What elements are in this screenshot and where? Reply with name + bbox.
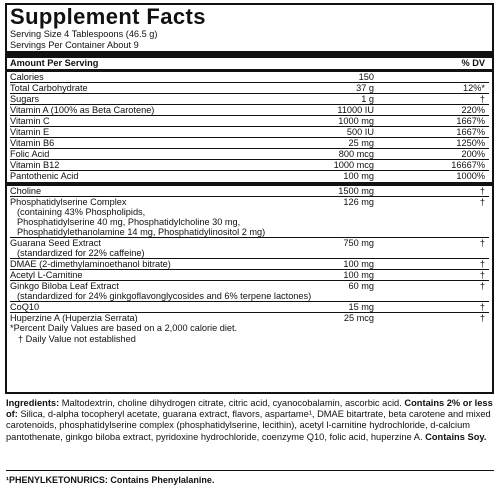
nutrient-amount: 1 g [361, 94, 374, 104]
nutrient-dv: 200% [461, 149, 485, 159]
nutrient-dv: 12%* [463, 83, 485, 93]
amount-header [10, 58, 489, 69]
nutrient-row [10, 83, 489, 94]
serving-size: Serving Size 4 Tablespoons (46.5 g) [10, 29, 158, 39]
nutrient-amount: 15 mg [348, 302, 374, 312]
nutrient-name: Huperzine A (Huperzia Serrata) [10, 313, 138, 323]
nutrient-amount: 11000 IU [337, 105, 374, 115]
nutrient-row [10, 197, 489, 238]
nutrient-row [10, 313, 489, 323]
nutrient-detail: Phosphatidylserine 40 mg, Phosphatidylcholine 30 mg, [17, 217, 241, 227]
nutrient-dv: 1667% [456, 116, 485, 126]
nutrient-name: Vitamin C [10, 116, 50, 126]
nutrient-name: Pantothenic Acid [10, 171, 79, 181]
nutrient-amount: 25 mg [348, 138, 374, 148]
nutrient-detail: (standardized for 24% ginkgoflavonglycosides and 6% terpene lactones) [17, 291, 312, 301]
nutrient-dv: † [479, 313, 485, 323]
nutrient-amount: 100 mg [343, 259, 374, 269]
nutrient-row [10, 116, 489, 127]
contains-soy: Contains Soy. [425, 431, 487, 442]
nutrient-row [10, 238, 489, 259]
nutrient-name: Vitamin B6 [10, 138, 55, 148]
nutrient-name: Phosphatidylserine Complex [10, 197, 127, 207]
nutrient-name: DMAE (2-dimethylaminoethanol bitrate) [10, 259, 171, 269]
nutrient-dv: 1000% [456, 171, 485, 181]
pku-warning: ¹PHENYLKETONURICS: Contains Phenylalanine. [6, 475, 215, 485]
nutrient-dv: † [479, 197, 485, 207]
nutrient-amount: 1000 mcg [333, 160, 374, 170]
nutrient-name: Guarana Seed Extract [10, 238, 101, 248]
ingredients-label: Ingredients: [6, 398, 60, 408]
nutrient-amount: 25 mcg [343, 313, 374, 323]
nutrient-row [10, 160, 489, 171]
nutrient-name: Sugars [10, 94, 40, 104]
supplement-facts-panel [5, 3, 494, 394]
nutrient-amount: 60 mg [348, 281, 374, 291]
nutrient-dv: † [479, 302, 485, 312]
nutrient-name: Ginkgo Biloba Leaf Extract [10, 281, 119, 291]
nutrient-detail: Phosphatidylethanolamine 14 mg, Phosphatidylinositol 2 mg) [17, 227, 266, 237]
nutrient-dv: 220% [461, 105, 485, 115]
pku-divider [6, 470, 494, 471]
ingredient-rows [10, 186, 489, 323]
nutrient-name: Vitamin E [10, 127, 50, 137]
nutrient-name: Folic Acid [10, 149, 50, 159]
nutrient-amount: 37 g [356, 83, 374, 93]
nutrient-amount: 150 [358, 72, 374, 82]
nutrient-name: Choline [10, 186, 42, 196]
nutrient-row [10, 105, 489, 116]
nutrient-amount: 750 mg [343, 238, 374, 248]
nutrient-name: Vitamin B12 [10, 160, 60, 170]
nutrient-row [10, 72, 489, 83]
thick-divider [7, 51, 492, 58]
contains-label: Contains 2% or less of: [6, 398, 493, 420]
nutrient-dv: † [479, 238, 485, 248]
nutrient-row [10, 186, 489, 197]
nutrient-dv: † [479, 94, 485, 104]
nutrient-row [10, 127, 489, 138]
nutrient-dv: † [479, 281, 485, 291]
nutrient-row [10, 302, 489, 313]
nutrient-dv: 1250% [456, 138, 485, 148]
nutrient-name: Total Carbohydrate [10, 83, 88, 93]
footnote-dagger: † Daily Value not established [18, 333, 136, 344]
footnote-percent: *Percent Daily Values are based on a 2,000 calorie diet. [10, 323, 238, 333]
nutrient-row [10, 138, 489, 149]
contains-text: Silica, d-alpha tocopheryl acetate, guarana extract, flavors, aspartame¹, DMAE bitartrate, beta carotene and mixed carotenoids, phosphatidylserine complex (phosphatidylserine, lecithin), acetyl l-carnitine hydrochloride, d-calcium pantothenate, ginkgo biloba extract, pyridoxine hydrochloride, coenzyme Q10, folic acid, huperzine A. [6, 409, 491, 442]
nutrient-dv: 16667% [451, 160, 485, 170]
nutrient-row [10, 281, 489, 302]
dv-label: % DV [461, 58, 485, 68]
ingredients-text: Maltodextrin, choline dihydrogen citrate, citric acid, cyanocobalamin, ascorbic acid. [59, 398, 402, 408]
nutrient-name: Calories [10, 72, 44, 82]
nutrient-amount: 1000 mg [338, 116, 374, 126]
nutrient-name: Vitamin A (100% as Beta Carotene) [10, 105, 155, 115]
nutrient-name: Acetyl L-Carnitine [10, 270, 83, 280]
ingredients-statement [6, 398, 496, 443]
servings-per-container: Servings Per Container About 9 [10, 39, 139, 50]
nutrient-amount: 100 mg [343, 171, 374, 181]
nutrient-row [10, 149, 489, 160]
nutrient-row [10, 94, 489, 105]
nutrient-amount: 1500 mg [338, 186, 374, 196]
nutrient-amount: 500 IU [346, 127, 374, 137]
nutrient-dv: † [479, 186, 485, 196]
nutrient-detail: (standardized for 22% caffeine) [17, 248, 145, 258]
nutrient-row [10, 270, 489, 281]
nutrient-dv: † [479, 270, 485, 280]
nutrient-amount: 100 mg [343, 270, 374, 280]
nutrient-rows [10, 72, 489, 181]
nutrient-amount: 800 mcg [338, 149, 374, 159]
nutrient-amount: 126 mg [343, 197, 374, 207]
nutrient-dv: 1667% [456, 127, 485, 137]
nutrient-dv: † [479, 259, 485, 269]
nutrient-row [10, 171, 489, 181]
nutrient-detail: (containing 43% Phospholipids, [17, 207, 146, 217]
amount-per-serving-label: Amount Per Serving [10, 58, 99, 68]
nutrient-row [10, 259, 489, 270]
panel-title: Supplement Facts [10, 4, 206, 29]
nutrient-name: CoQ10 [10, 302, 40, 312]
